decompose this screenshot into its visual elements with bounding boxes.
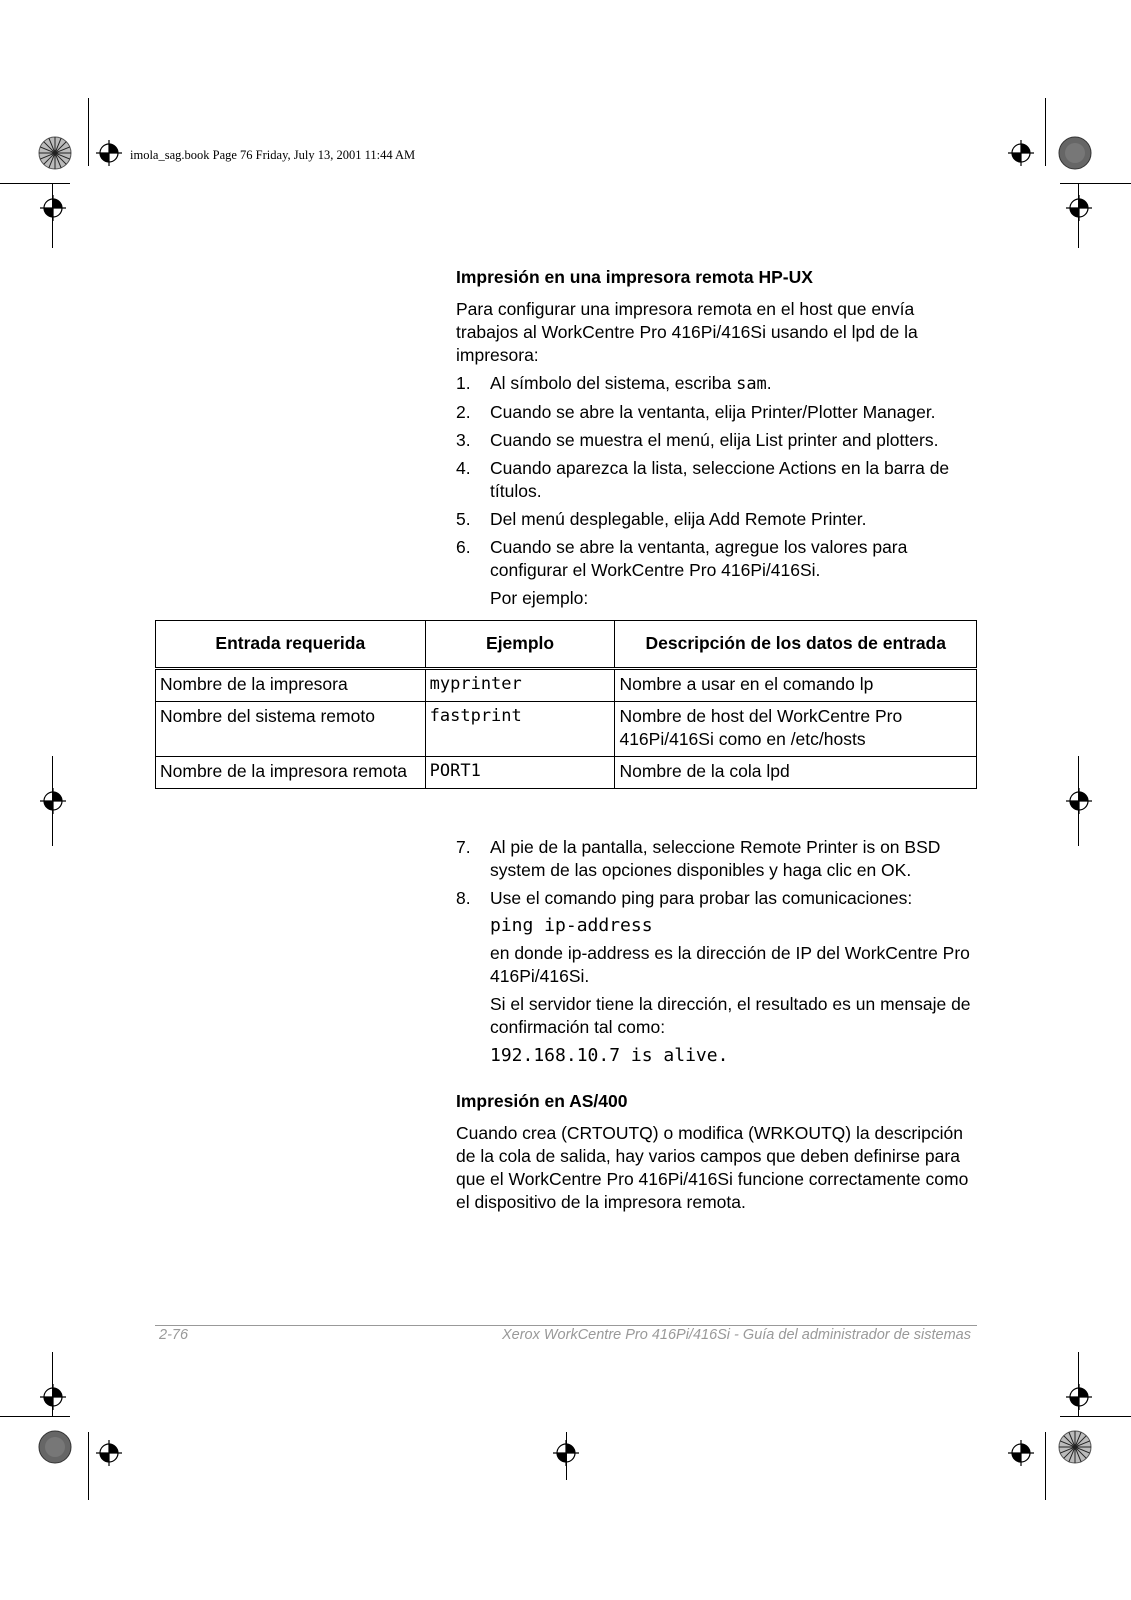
registration-mark-icon <box>96 1440 122 1466</box>
table-header-row <box>156 621 977 669</box>
section-as400 <box>456 1090 976 1214</box>
input-values-table <box>155 620 977 789</box>
page-number: 2-76 <box>159 1327 189 1343</box>
table-cell: PORT1 <box>425 757 615 789</box>
table-cell: Nombre a usar en el comando lp <box>615 669 977 702</box>
gray-target-icon <box>38 1430 72 1464</box>
ping-command: ping ip-address <box>490 915 653 936</box>
registration-mark-icon <box>40 1384 66 1410</box>
table-cell: Nombre del sistema remoto <box>156 702 426 757</box>
section-title: Impresión en AS/400 <box>456 1091 628 1111</box>
list-item: 6. Cuando se abre la ventanta, agregue los valores para configurar el WorkCentre Pro 416Pi/416Si. <box>456 537 908 580</box>
footer-rule <box>155 1325 977 1326</box>
section-title: Impresión en una impresora remota HP-UX <box>456 267 813 287</box>
table-row <box>156 669 977 702</box>
registration-mark-icon <box>40 788 66 814</box>
ping-explanation: en donde ip-address es la dirección de IP del WorkCentre Pro 416Pi/416Si. <box>490 943 970 986</box>
registration-mark-icon <box>1066 788 1092 814</box>
footer-title: Xerox WorkCentre Pro 416Pi/416Si - Guía del administrador de sistemas <box>501 1327 971 1343</box>
star-target-icon <box>1058 1430 1092 1464</box>
section-hpux <box>456 266 976 610</box>
list-item: 8. Use el comando ping para probar las comunicaciones: <box>456 888 913 908</box>
list-item: 7. Al pie de la pantalla, seleccione Remote Printer is on BSD system de las opciones disponibles y haga clic en OK. <box>456 837 941 880</box>
star-target-icon <box>38 136 72 170</box>
ping-result: 192.168.10.7 is alive. <box>490 1045 729 1066</box>
table-row <box>156 757 977 789</box>
book-page-info: imola_sag.book Page 76 Friday, July 13, 2001 11:44 AM <box>130 148 416 162</box>
list-item: 2. Cuando se abre la ventanta, elija Printer/Plotter Manager. <box>456 402 936 422</box>
example-intro: Por ejemplo: <box>490 588 589 608</box>
table-row <box>156 702 977 757</box>
steps-list <box>456 372 976 582</box>
list-item: 1. Al símbolo del sistema, escriba sam. <box>456 373 772 394</box>
table-cell: Nombre de host del WorkCentre Pro 416Pi/416Si como en /etc/hosts <box>615 702 977 757</box>
steps-list <box>456 836 976 910</box>
command-code: sam <box>736 374 767 394</box>
list-item: 5. Del menú desplegable, elija Add Remote Printer. <box>456 509 867 529</box>
registration-mark-icon <box>1008 1440 1034 1466</box>
ping-result-intro: Si el servidor tiene la dirección, el resultado es un mensaje de confirmación tal como: <box>490 994 971 1037</box>
table-cell: myprinter <box>425 669 615 702</box>
column-header: Ejemplo <box>425 621 615 669</box>
column-header: Descripción de los datos de entrada <box>615 621 977 669</box>
intro-paragraph: Para configurar una impresora remota en el host que envía trabajos al WorkCentre Pro 416Pi/416Si usando el lpd de la impresora: <box>456 299 918 365</box>
registration-mark-icon <box>1066 195 1092 221</box>
gray-target-icon <box>1058 136 1092 170</box>
registration-mark-icon <box>96 140 122 166</box>
steps-continued <box>456 836 976 1067</box>
table-cell: Nombre de la impresora <box>156 669 426 702</box>
body-paragraph: Cuando crea (CRTOUTQ) o modifica (WRKOUTQ) la descripción de la cola de salida, hay varios campos que deben definirse para que el WorkCentre Pro 416Pi/416Si funcione correctamente como el dispositivo de la impresora remota. <box>456 1123 969 1212</box>
registration-mark-icon <box>40 195 66 221</box>
list-item: 3. Cuando se muestra el menú, elija List printer and plotters. <box>456 430 939 450</box>
registration-mark-icon <box>1066 1384 1092 1410</box>
column-header: Entrada requerida <box>156 621 426 669</box>
table-cell: Nombre de la cola lpd <box>615 757 977 789</box>
registration-mark-icon <box>553 1440 579 1466</box>
table-cell: Nombre de la impresora remota <box>156 757 426 789</box>
registration-mark-icon <box>1008 140 1034 166</box>
table-cell: fastprint <box>425 702 615 757</box>
list-item: 4. Cuando aparezca la lista, seleccione Actions en la barra de títulos. <box>456 458 950 501</box>
